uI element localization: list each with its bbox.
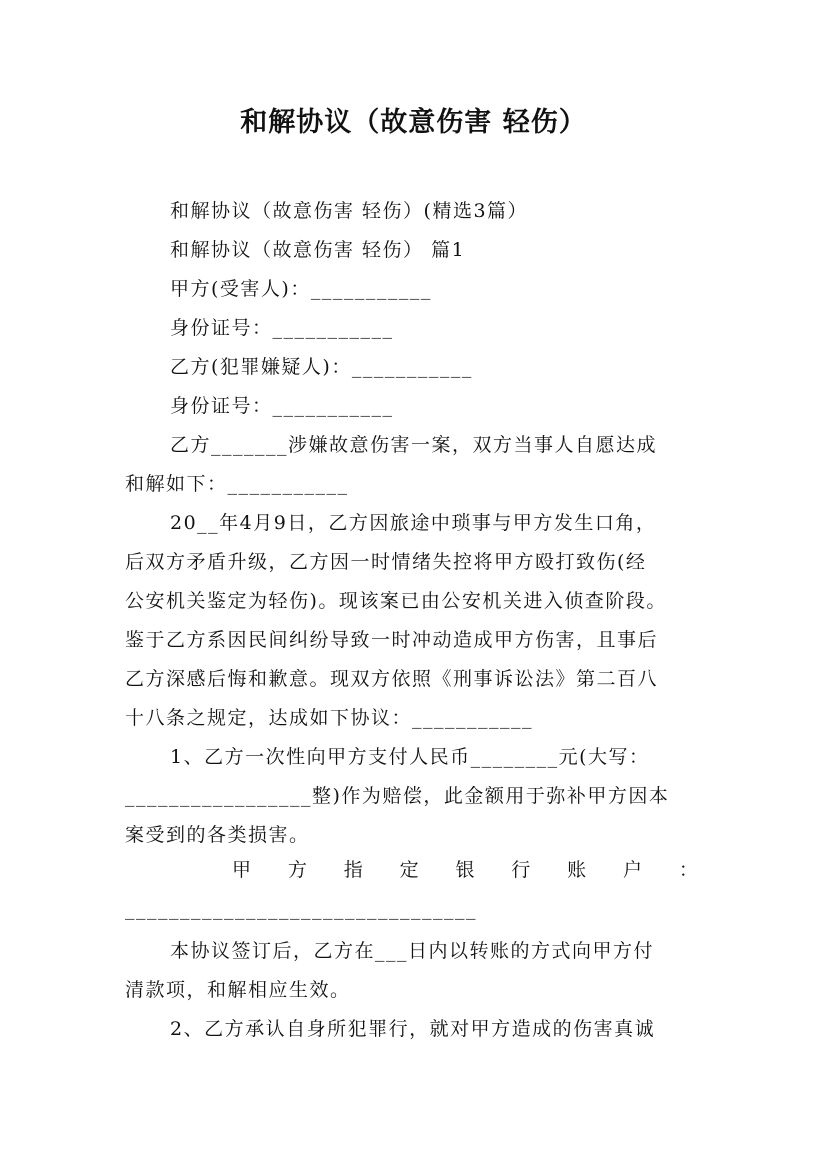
paragraph-line: 20__年4月9日，乙方因旅途中琐事与甲方发生口角，	[170, 512, 657, 534]
paragraph-line: 乙方_______涉嫌故意伤害一案，双方当事人自愿达成	[170, 434, 658, 456]
paragraph-line: 乙方深感后悔和歉意。现双方依照《刑事诉讼法》第二百八	[125, 668, 659, 690]
label-char: ：	[678, 859, 698, 881]
paragraph-line: 鉴于乙方系因民间纠纷导致一时冲动造成甲方伤害，且事后	[125, 629, 659, 651]
label-char: 行	[511, 859, 531, 881]
clause-2-line: 2、乙方承认自身所犯罪行，就对甲方造成的伤害真诚	[170, 1018, 656, 1040]
subtitle-collection: 和解协议（故意伤害 轻伤）(精选3篇）	[170, 200, 529, 222]
label-char: 银	[455, 859, 475, 881]
subtitle-article: 和解协议（故意伤害 轻伤） 篇1	[170, 239, 466, 261]
label-char: 指	[343, 859, 363, 881]
party-b-id-line: 身份证号：___________	[170, 395, 394, 417]
clause-1-line: 1、乙方一次性向甲方支付人民币________元(大写：	[170, 746, 650, 768]
label-char: 户	[623, 859, 643, 881]
label-char: 方	[287, 859, 307, 881]
party-b-line: 乙方(犯罪嫌疑人)：___________	[170, 356, 473, 378]
party-a-line: 甲方(受害人)：___________	[170, 278, 432, 300]
payment-line: 本协议签订后，乙方在___日内以转账的方式向甲方付	[170, 940, 655, 962]
label-char: 定	[399, 859, 419, 881]
paragraph-line: 和解如下：___________	[125, 473, 349, 495]
bank-account-label	[232, 855, 698, 885]
paragraph-line: 公安机关鉴定为轻伤)。现该案已由公安机关进入侦查阶段。	[125, 590, 667, 612]
payment-line: 清款项，和解相应生效。	[125, 979, 351, 1001]
clause-1-line: _________________整)作为赔偿，此金额用于弥补甲方因本	[125, 785, 670, 807]
paragraph-line: 后双方矛盾升级，乙方因一时情绪失控将甲方殴打致伤(经	[125, 551, 647, 573]
bank-account-blank: ________________________________	[125, 898, 477, 920]
label-char: 甲	[232, 859, 252, 881]
party-a-id-line: 身份证号：___________	[170, 317, 394, 339]
paragraph-line: 十八条之规定，达成如下协议：___________	[125, 707, 534, 729]
document-title: 和解协议（故意伤害 轻伤）	[240, 107, 587, 138]
label-char: 账	[567, 859, 587, 881]
clause-1-line: 案受到的各类损害。	[125, 824, 310, 846]
